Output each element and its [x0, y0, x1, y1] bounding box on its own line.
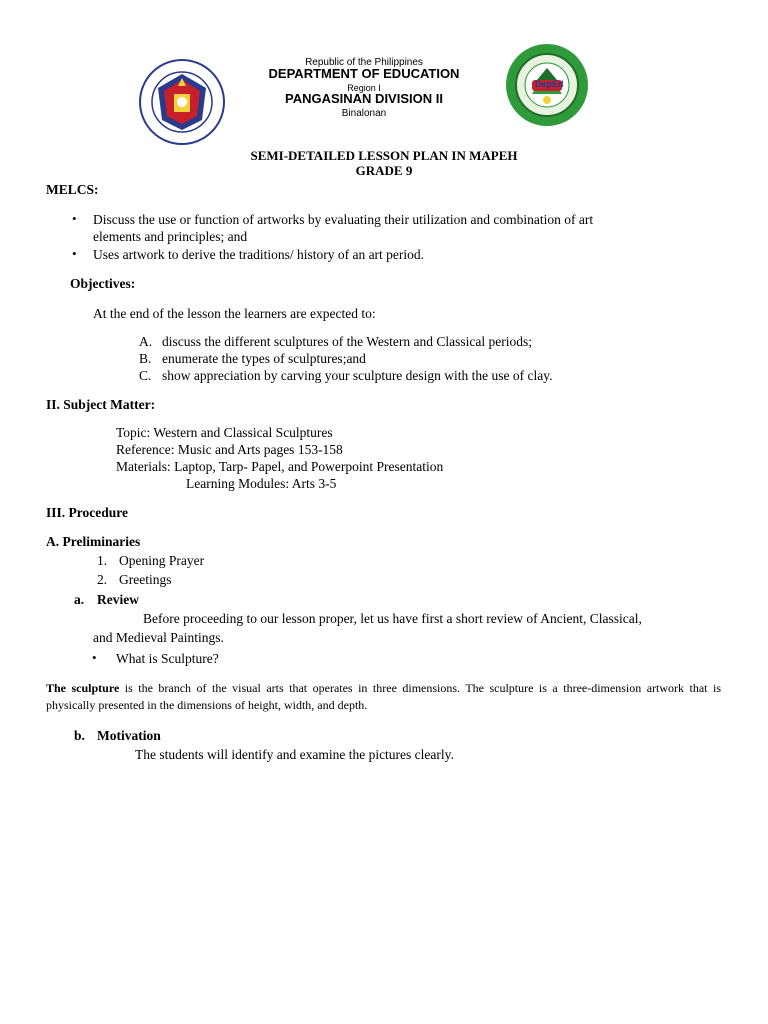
deped-seal-logo [138, 58, 226, 146]
objective-text-b: enumerate the types of sculptures;and [162, 351, 366, 366]
objective-marker-a: A. [139, 334, 153, 349]
review-question: What is Sculpture? [116, 651, 219, 666]
header-department: DEPARTMENT OF EDUCATION [268, 66, 460, 81]
review-marker: a. [74, 592, 85, 607]
melcs-heading: MELCS: [46, 182, 99, 197]
sculpture-term: The sculpture [46, 681, 120, 695]
review-text-line1: Before proceeding to our lesson proper, let us have first a short review of Ancient, Classical, [143, 611, 642, 626]
melcs-bullet-1: • [72, 211, 77, 226]
motivation-text: The students will identify and examine the pictures clearly. [135, 747, 454, 762]
header-municipality: Binalonan [341, 108, 387, 119]
objectives-heading: Objectives: [70, 276, 136, 291]
sculpture-definition-text: is the branch of the visual arts that operates in three dimensions. The sculpture is a three-dimension artwork that is physically presented in the dimensions of height, width, and depth. [46, 681, 721, 712]
preliminary-marker-1: 1. [97, 553, 108, 568]
preliminary-marker-2: 2. [97, 572, 108, 587]
objective-marker-c: C. [139, 368, 152, 383]
subject-materials-cont: Learning Modules: Arts 3-5 [186, 476, 337, 491]
header-republic: Republic of the Philippines [305, 57, 423, 68]
melcs-item-2: Uses artwork to derive the traditions/ history of an art period. [93, 247, 425, 262]
header-division: PANGASINAN DIVISION II [285, 91, 443, 106]
melcs-item-1-cont: elements and principles; and [93, 229, 248, 244]
review-heading: Review [97, 592, 139, 607]
motivation-heading: Motivation [97, 728, 161, 743]
subject-reference: Reference: Music and Arts pages 153-158 [116, 442, 343, 457]
review-question-bullet: • [92, 650, 97, 665]
document-subtitle: GRADE 9 [355, 163, 413, 178]
sculpture-definition [46, 680, 721, 714]
objective-marker-b: B. [139, 351, 152, 366]
subject-matter-heading: II. Subject Matter: [46, 397, 156, 412]
objectives-intro: At the end of the lesson the learners are expected to: [93, 306, 376, 321]
procedure-heading: III. Procedure [46, 505, 128, 520]
document-title: SEMI-DETAILED LESSON PLAN IN MAPEH [250, 148, 518, 163]
review-text-line2: and Medieval Paintings. [93, 630, 224, 645]
preliminary-text-2: Greetings [119, 572, 172, 587]
melcs-bullet-2: • [72, 246, 77, 261]
school-logo [504, 42, 590, 128]
header-region: Region I [347, 83, 381, 93]
preliminary-text-1: Opening Prayer [119, 553, 205, 568]
motivation-marker: b. [74, 728, 85, 743]
objective-text-c: show appreciation by carving your sculpture design with the use of clay. [162, 368, 553, 383]
objective-text-a: discuss the different sculptures of the Western and Classical periods; [162, 334, 532, 349]
subject-materials: Materials: Laptop, Tarp- Papel, and Powerpoint Presentation [116, 459, 444, 474]
school-logo-text: DepEd [535, 79, 564, 89]
melcs-item-1: Discuss the use or function of artworks by evaluating their utilization and combination of art [93, 212, 594, 227]
preliminaries-heading: A. Preliminaries [46, 534, 141, 549]
subject-topic: Topic: Western and Classical Sculptures [116, 425, 333, 440]
